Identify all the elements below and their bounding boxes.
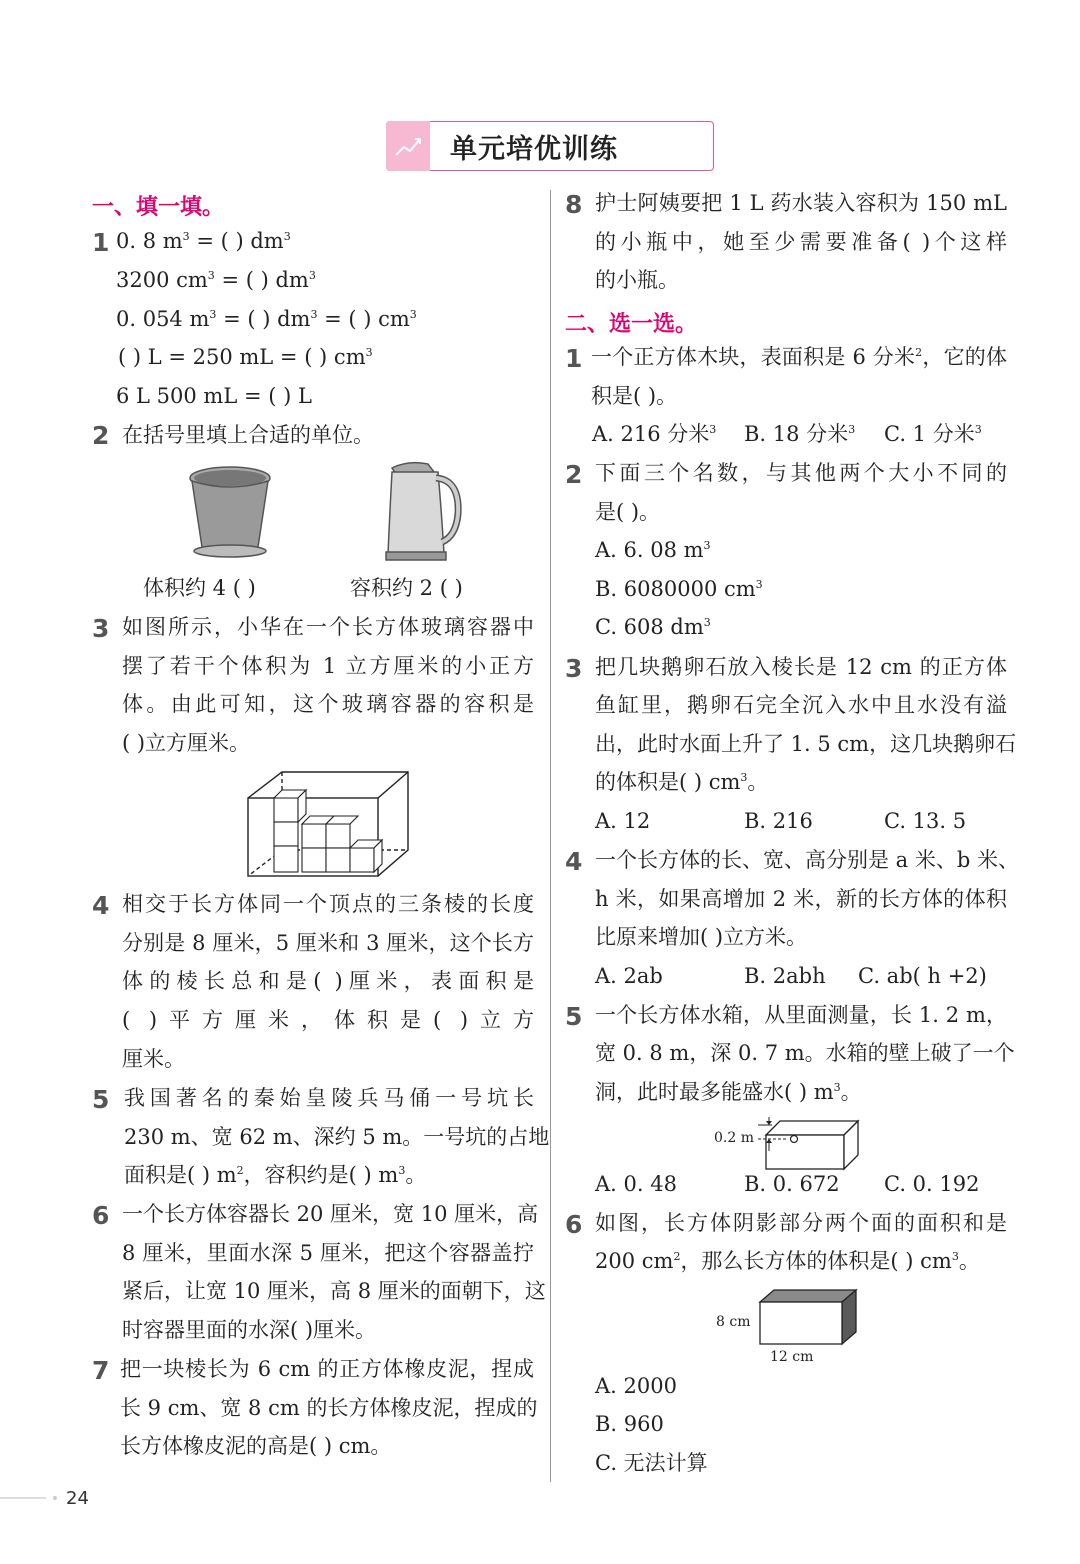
c1-option-b[interactable]: B. 18 分米$^3$: [744, 422, 856, 446]
q6-line2: 8 厘米，里面水深 5 厘米，把这个容器盖拧: [122, 1241, 534, 1265]
c4-line1: 一个长方体的长、宽、高分别是 a 米、b 米、: [595, 848, 1019, 872]
c4-option-b[interactable]: B. 2abh: [744, 964, 826, 988]
question-number: 4: [565, 847, 583, 876]
glass-container-cubes-figure: [244, 768, 412, 880]
q2-text: 在括号里填上合适的单位。: [122, 423, 374, 447]
c3-line3: 出，此时水面上升了 1. 5 cm，这几块鹅卵石: [595, 732, 1017, 756]
q1-line2: 3200 $cm^3$ = ( ) $dm^3$: [116, 268, 316, 292]
q3-line2: 摆了若干个体积为 1 立方厘米的小正方: [122, 654, 534, 678]
banner-tab: [386, 121, 430, 171]
flowerpot-image: [188, 463, 274, 561]
q6-line1: 一个长方体容器长 20 厘米，宽 10 厘米，高: [122, 1202, 539, 1226]
c3-line2: 鱼缸里，鹅卵石完全沉入水中且水没有溢: [595, 693, 1007, 717]
c5-line1: 一个长方体水箱，从里面测量，长 1. 2 m，: [595, 1003, 1007, 1027]
c4-option-c[interactable]: C. ab( h +2): [858, 964, 987, 988]
q4-line3: 体的棱长总和是( )厘米，表面积是: [122, 969, 534, 993]
c3-option-a[interactable]: A. 12: [595, 809, 651, 833]
c6-height-label: 8 cm: [716, 1314, 751, 1330]
q8-line1: 护士阿姨要把 1 L 药水装入容积为 150 mL: [595, 191, 1007, 215]
section-banner: [386, 121, 714, 171]
q4-line2: 分别是 8 厘米，5 厘米和 3 厘米，这个长方: [122, 931, 534, 955]
question-number: 4: [92, 891, 110, 920]
q4-line1: 相交于长方体同一个顶点的三条棱的长度: [122, 892, 534, 916]
c2-line1: 下面三个名数，与其他两个大小不同的: [595, 461, 1007, 485]
c5-hole-height-label: 0.2 m: [714, 1130, 754, 1146]
c1-line2: 积是( )。: [591, 384, 678, 408]
q1-line1: 0. 8 $m^3$ = ( ) $dm^3$: [116, 229, 291, 253]
c6-option-a[interactable]: A. 2000: [595, 1374, 677, 1398]
c4-line2: h 米，如果高增加 2 米，新的长方体的体积: [595, 887, 1007, 911]
c2-line2: 是( )。: [595, 500, 661, 524]
q5-line3: 面积是( ) $m^2$，容积约是( ) $m^3$。: [124, 1163, 427, 1187]
question-number: 1: [565, 344, 583, 373]
kettle-image: [378, 458, 464, 562]
c6-line1: 如图，长方体阴影部分两个面的面积和是: [595, 1211, 1007, 1235]
question-number: 6: [565, 1210, 583, 1239]
q8-line3: 的小瓶。: [595, 268, 679, 292]
question-number: 8: [565, 190, 583, 219]
c2-option-a[interactable]: A. 6. 08 $m^3$: [595, 538, 711, 562]
q1-line4: ( ) L = 250 mL = ( ) $cm^3$: [118, 345, 373, 369]
c3-option-c[interactable]: C. 13. 5: [884, 809, 967, 833]
q1-line3: 0. 054 $m^3$ = ( ) $dm^3$ = ( ) $cm^3$: [116, 307, 417, 331]
page-number-dot: [53, 1496, 57, 1500]
q7-line2: 长 9 cm、宽 8 cm 的长方体橡皮泥，捏成的: [120, 1396, 538, 1420]
column-divider: [550, 190, 551, 1482]
water-tank-figure: [758, 1117, 862, 1173]
q7-line1: 把一块棱长为 6 cm 的正方体橡皮泥，捏成: [120, 1357, 534, 1381]
c5-line3: 洞，此时最多能盛水( ) $m^3$。: [595, 1080, 862, 1104]
section-fill-heading: 一、填一填。: [92, 195, 225, 220]
q3-line1: 如图所示，小华在一个长方体玻璃容器中: [122, 615, 534, 639]
c4-option-a[interactable]: A. 2ab: [595, 964, 663, 988]
q2-caption-volume: 体积约 4 ( ): [143, 576, 256, 600]
c5-option-c[interactable]: C. 0. 192: [884, 1172, 980, 1196]
shaded-cuboid-figure: [758, 1288, 860, 1348]
c5-option-a[interactable]: A. 0. 48: [595, 1172, 677, 1196]
question-number: 2: [92, 421, 110, 450]
page-number: 24: [66, 1488, 89, 1509]
c3-line4: 的体积是( ) $cm^3$。: [595, 770, 769, 794]
question-number: 5: [92, 1085, 110, 1114]
c6-line2: 200 $cm^2$，那么长方体的体积是( ) $cm^3$。: [595, 1249, 980, 1273]
section-choose-heading: 二、选一选。: [565, 312, 698, 337]
q7-line3: 长方体橡皮泥的高是( ) cm。: [120, 1434, 392, 1458]
q5-line1: 我国著名的秦始皇陵兵马俑一号坑长: [124, 1086, 534, 1110]
q3-line3: 体。由此可知，这个玻璃容器的容积是: [122, 692, 534, 716]
question-number: 3: [565, 654, 583, 683]
q6-line3: 紧后，让宽 10 厘米，高 8 厘米的面朝下，这: [122, 1279, 546, 1303]
c6-option-c[interactable]: C. 无法计算: [595, 1451, 708, 1475]
c1-option-a[interactable]: A. 216 分米$^3$: [592, 422, 717, 446]
c2-option-c[interactable]: C. 608 $dm^3$: [595, 615, 711, 639]
c3-line1: 把几块鹅卵石放入棱长是 12 cm 的正方体: [595, 655, 1007, 679]
banner-title: 单元培优训练: [450, 134, 618, 165]
c6-option-b[interactable]: B. 960: [595, 1412, 664, 1436]
c5-option-b[interactable]: B. 0. 672: [744, 1172, 840, 1196]
c1-line1: 一个正方体木块，表面积是 6 分米$^2$，它的体: [591, 345, 1007, 369]
question-number: 6: [92, 1201, 110, 1230]
c5-line2: 宽 0. 8 m，深 0. 7 m。水箱的壁上破了一个: [595, 1041, 1015, 1065]
q8-line2: 的小瓶中，她至少需要准备( )个这样: [595, 230, 1007, 254]
c4-line3: 比原来增加( )立方米。: [595, 925, 808, 949]
c6-length-label: 12 cm: [770, 1349, 814, 1365]
c2-option-b[interactable]: B. 6080000 $cm^3$: [595, 577, 763, 601]
question-number: 1: [92, 228, 110, 257]
q4-line5: 厘米。: [122, 1047, 185, 1071]
page-number-rule: [0, 1497, 46, 1499]
question-number: 3: [92, 614, 110, 643]
question-number: 5: [565, 1002, 583, 1031]
question-number: 2: [565, 460, 583, 489]
c3-option-b[interactable]: B. 216: [744, 809, 813, 833]
q4-line4: ( )平方厘米，体积是( )立方: [122, 1008, 534, 1032]
q5-line2: 230 m、宽 62 m、深约 5 m。一号坑的占地: [124, 1125, 550, 1149]
q3-line4: ( )立方厘米。: [122, 731, 251, 755]
c1-option-c[interactable]: C. 1 分米$^3$: [884, 422, 982, 446]
q2-caption-capacity: 容积约 2 ( ): [350, 576, 463, 600]
q1-line5: 6 L 500 mL = ( ) L: [116, 384, 312, 408]
trend-icon: [386, 121, 430, 171]
question-number: 7: [92, 1356, 110, 1385]
q6-line4: 时容器里面的水深( )厘米。: [122, 1318, 377, 1342]
